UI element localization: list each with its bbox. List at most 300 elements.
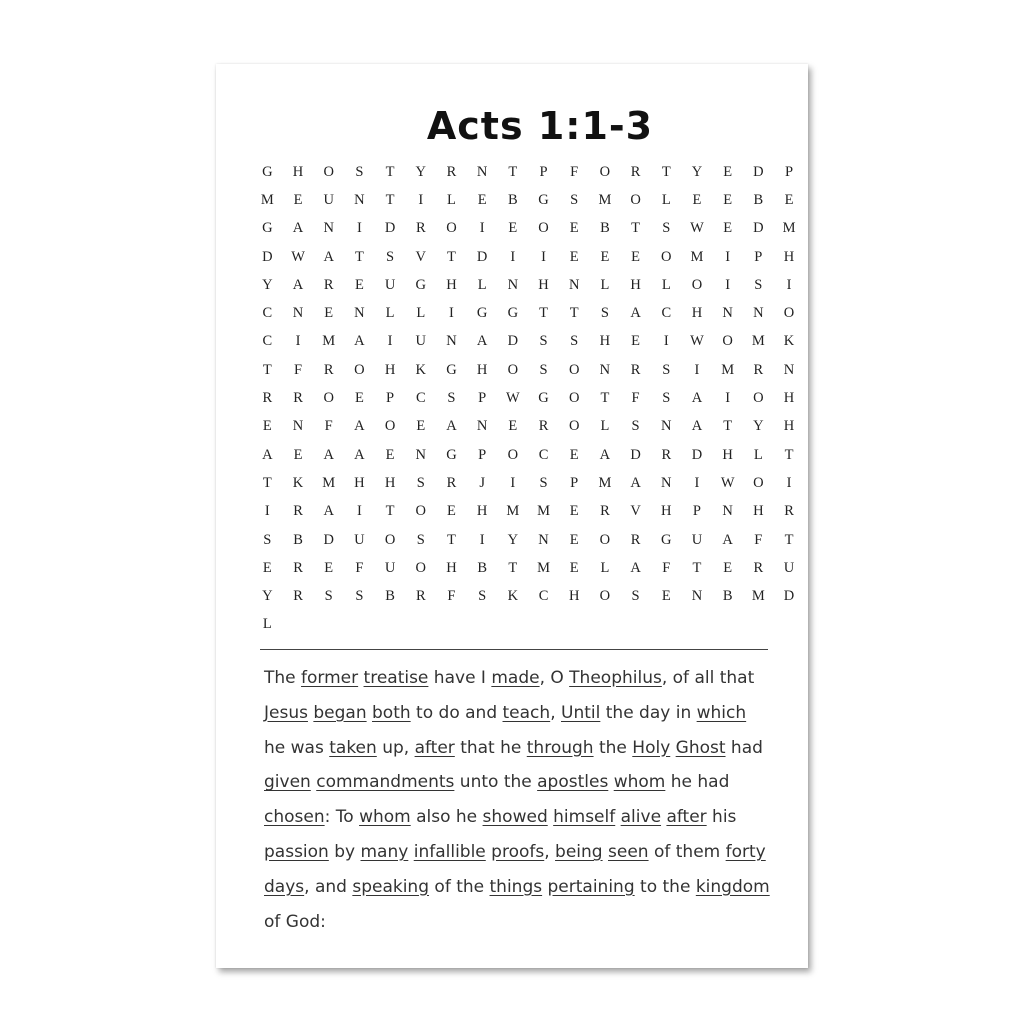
grid-letter: R — [600, 503, 610, 520]
grid-letter: A — [354, 418, 365, 435]
grid-letter: I — [418, 191, 424, 208]
grid-letter: D — [384, 220, 396, 237]
grid-letter: H — [691, 305, 703, 322]
grid-letter: D — [630, 446, 641, 463]
grid-letter: M — [751, 588, 765, 605]
grid-letter: S — [355, 163, 364, 180]
passage-text: unto the — [454, 772, 538, 793]
grid-letter: M — [537, 503, 550, 520]
passage-text: he had — [665, 772, 730, 793]
grid-letter: M — [721, 361, 735, 378]
grid-letter: M — [537, 559, 550, 576]
grid-letter: Y — [691, 163, 703, 180]
grid-letter: L — [477, 276, 487, 293]
grid-letter: O — [661, 248, 672, 265]
grid-letter: O — [384, 531, 396, 548]
hidden-word: after — [666, 807, 707, 828]
hidden-word: Until — [561, 702, 601, 723]
passage-line — [264, 800, 774, 835]
hidden-word: days — [264, 876, 305, 897]
grid-letter: T — [539, 305, 548, 322]
grid-letter: S — [631, 588, 640, 605]
grid-letter: B — [293, 531, 303, 548]
grid-letter: E — [723, 163, 733, 180]
grid-letter: A — [323, 446, 334, 463]
grid-letter: M — [598, 474, 612, 491]
grid-letter: H — [292, 163, 304, 180]
grid-letter: R — [293, 503, 303, 520]
grid-letter: L — [600, 418, 610, 435]
grid-letter: S — [570, 191, 579, 208]
grid-letter: O — [323, 163, 334, 180]
grid-letter: W — [690, 333, 704, 350]
grid-letter: R — [446, 163, 457, 180]
grid-letter: E — [262, 418, 272, 435]
grid-letter: I — [541, 248, 546, 265]
grid-letter: H — [476, 361, 488, 378]
passage-text: to do and — [410, 702, 503, 723]
grid-letter: R — [323, 276, 334, 293]
grid-letter: H — [384, 474, 396, 491]
grid-letter: A — [354, 333, 365, 350]
grid-letter: T — [692, 559, 702, 576]
grid-letter: S — [662, 361, 671, 378]
grid-letter: I — [356, 503, 362, 520]
grid-letter: A — [262, 446, 273, 463]
grid-letter: T — [723, 418, 733, 435]
grid-letter: W — [506, 390, 520, 407]
passage-line — [264, 835, 774, 870]
grid-letter: M — [322, 333, 336, 350]
grid-letter: N — [538, 531, 549, 548]
grid-letter: M — [690, 248, 704, 265]
passage-text: have I — [428, 668, 492, 688]
grid-letter: D — [323, 531, 334, 548]
grid-letter: N — [415, 446, 427, 463]
passage-line — [264, 696, 774, 731]
hidden-word: began — [313, 702, 367, 723]
grid-letter: H — [384, 361, 396, 378]
grid-letter: T — [354, 248, 364, 265]
grid-letter: H — [753, 503, 764, 520]
grid-letter: B — [722, 588, 733, 605]
grid-letter: I — [694, 474, 700, 491]
grid-letter: U — [354, 531, 365, 548]
hidden-word: himself — [553, 807, 616, 828]
grid-letter: A — [323, 248, 334, 265]
hidden-word: proofs — [491, 841, 545, 862]
grid-letter: I — [356, 220, 362, 237]
grid-letter: T — [661, 163, 671, 180]
passage-text: : To — [324, 807, 360, 828]
grid-letter: H — [354, 474, 365, 491]
passage-text: of God: — [264, 911, 326, 932]
grid-letter: K — [783, 333, 795, 350]
grid-letter: M — [751, 333, 765, 350]
grid-letter: L — [385, 305, 395, 322]
grid-letter: F — [293, 361, 303, 378]
grid-letter: H — [446, 559, 457, 576]
hidden-word: Holy — [632, 737, 671, 758]
grid-letter: O — [384, 418, 396, 435]
hidden-word: apostles — [537, 772, 609, 793]
worksheet-page — [216, 64, 808, 968]
grid-letter: N — [446, 333, 457, 350]
grid-letter: S — [662, 220, 671, 237]
grid-letter: F — [355, 559, 364, 576]
grid-letter: E — [661, 588, 671, 605]
grid-letter: T — [784, 531, 794, 548]
grid-letter: O — [415, 503, 427, 520]
grid-letter: G — [446, 446, 457, 463]
grid-letter: E — [477, 191, 487, 208]
grid-letter: G — [538, 390, 549, 407]
grid-letter: E — [569, 248, 579, 265]
grid-letter: R — [630, 163, 641, 180]
grid-letter: O — [538, 220, 549, 237]
grid-letter: N — [661, 474, 672, 491]
divider — [260, 649, 768, 650]
passage-text: to the — [634, 876, 696, 897]
grid-letter: G — [262, 163, 273, 180]
grid-letter: O — [753, 474, 764, 491]
hidden-word: many — [360, 841, 409, 862]
grid-letter: D — [753, 163, 764, 180]
grid-letter: O — [568, 390, 580, 407]
grid-letter: G — [661, 531, 672, 548]
grid-letter: H — [568, 588, 580, 605]
grid-letter: C — [262, 333, 273, 350]
grid-letter: O — [599, 588, 611, 605]
grid-letter: N — [292, 418, 304, 435]
passage-text: of the — [429, 876, 490, 897]
grid-letter: E — [569, 220, 579, 237]
grid-letter: H — [783, 390, 795, 407]
grid-letter: N — [292, 305, 304, 322]
grid-letter: H — [783, 248, 795, 265]
grid-letter: N — [722, 503, 733, 520]
grid-letter: T — [385, 163, 395, 180]
grid-letter: A — [292, 276, 304, 293]
grid-letter: S — [416, 474, 425, 491]
grid-letter: A — [599, 446, 611, 463]
hidden-word: whom — [359, 807, 411, 828]
passage-line — [264, 731, 774, 766]
grid-letter: D — [753, 220, 764, 237]
grid-letter: D — [262, 248, 273, 265]
passage-text: that he — [454, 737, 527, 758]
grid-letter: S — [539, 361, 548, 378]
grid-letter: P — [539, 163, 548, 180]
grid-letter: I — [725, 276, 731, 293]
grid-letter: H — [476, 503, 488, 520]
grid-letter: T — [508, 163, 518, 180]
passage-line — [264, 661, 774, 696]
grid-letter: R — [293, 390, 303, 407]
passage-text: up, — [376, 737, 415, 758]
grid-letter: T — [569, 305, 579, 322]
grid-letter: E — [569, 446, 579, 463]
grid-letter: N — [753, 305, 764, 322]
hidden-word: commandments — [316, 772, 455, 793]
grid-letter: R — [784, 503, 794, 520]
grid-letter: A — [722, 531, 733, 548]
grid-letter: O — [446, 220, 457, 237]
grid-letter: A — [354, 446, 365, 463]
grid-letter: L — [661, 276, 671, 293]
grid-letter: O — [599, 163, 611, 180]
grid-letter: T — [385, 191, 395, 208]
grid-letter: U — [384, 559, 396, 576]
hidden-word: which — [696, 702, 747, 723]
grid-letter: O — [753, 390, 764, 407]
grid-letter: O — [323, 390, 334, 407]
grid-letter: I — [725, 248, 731, 265]
grid-letter: C — [538, 588, 549, 605]
grid-letter: A — [446, 418, 457, 435]
grid-letter: I — [295, 333, 301, 350]
grid-letter: E — [385, 446, 395, 463]
hidden-word: forty — [725, 841, 766, 862]
hidden-word: teach — [502, 702, 551, 723]
grid-letter: Y — [262, 276, 273, 293]
grid-letter: A — [476, 333, 488, 350]
grid-letter: A — [630, 559, 641, 576]
grid-letter: M — [506, 503, 520, 520]
grid-letter: E — [508, 220, 518, 237]
passage-text: of them — [648, 841, 726, 862]
grid-letter: D — [783, 588, 795, 605]
passage-line — [264, 905, 774, 940]
hidden-word: speaking — [352, 876, 430, 897]
grid-letter: N — [691, 588, 703, 605]
scripture-passage — [264, 661, 774, 939]
grid-letter: I — [449, 305, 454, 322]
grid-letter: U — [691, 531, 703, 548]
grid-letter: H — [630, 276, 641, 293]
hidden-word: given — [264, 772, 311, 793]
grid-letter: B — [753, 191, 764, 208]
passage-line — [264, 870, 774, 905]
grid-letter: O — [783, 305, 795, 322]
grid-letter: K — [507, 588, 519, 605]
grid-letter: U — [323, 191, 334, 208]
grid-letter: F — [631, 390, 640, 407]
grid-letter: E — [354, 390, 364, 407]
hidden-word: seen — [608, 841, 649, 862]
grid-letter: F — [570, 163, 579, 180]
grid-letter: T — [447, 248, 456, 265]
grid-letter: L — [661, 191, 671, 208]
passage-text: , — [544, 841, 556, 862]
grid-letter: P — [478, 390, 487, 407]
grid-letter: E — [262, 559, 272, 576]
grid-letter: O — [722, 333, 733, 350]
grid-letter: S — [539, 333, 548, 350]
grid-letter: R — [538, 418, 549, 435]
grid-letter: I — [725, 390, 731, 407]
grid-letter: U — [415, 333, 427, 350]
grid-letter: G — [507, 305, 519, 322]
hidden-word: chosen — [264, 807, 325, 828]
hidden-word: made — [491, 668, 540, 688]
grid-letter: E — [508, 418, 518, 435]
hidden-word: being — [555, 841, 603, 862]
grid-letter: E — [354, 276, 364, 293]
hidden-word: through — [526, 737, 594, 758]
grid-letter: L — [600, 276, 610, 293]
grid-letter: V — [630, 503, 641, 520]
grid-letter: S — [754, 276, 763, 293]
grid-letter: P — [386, 390, 395, 407]
passage-text: , and — [304, 876, 353, 897]
grid-letter: O — [354, 361, 365, 378]
grid-letter: R — [293, 559, 303, 576]
grid-letter: H — [446, 276, 457, 293]
grid-letter: T — [262, 361, 272, 378]
grid-letter: L — [447, 191, 456, 208]
grid-letter: W — [690, 220, 704, 237]
hidden-word: treatise — [363, 668, 429, 688]
grid-letter: A — [323, 503, 334, 520]
grid-letter: A — [691, 390, 703, 407]
grid-letter: O — [415, 559, 427, 576]
grid-letter: I — [663, 333, 669, 350]
hidden-word: taken — [329, 737, 377, 758]
grid-letter: E — [569, 559, 579, 576]
grid-letter: V — [415, 248, 427, 265]
grid-letter: G — [262, 220, 273, 237]
grid-letter: L — [262, 616, 272, 633]
grid-letter: T — [784, 446, 794, 463]
grid-letter: Y — [507, 531, 519, 548]
passage-text: also he — [410, 807, 483, 828]
grid-letter: O — [568, 418, 580, 435]
grid-letter: O — [630, 191, 641, 208]
grid-letter: A — [630, 305, 641, 322]
grid-letter: H — [538, 276, 549, 293]
grid-letter: W — [291, 248, 305, 265]
grid-letter: O — [599, 531, 611, 548]
passage-line — [264, 765, 774, 800]
grid-letter: E — [447, 503, 456, 520]
grid-letter: Y — [262, 588, 273, 605]
grid-letter: E — [416, 418, 426, 435]
grid-letter: R — [293, 588, 303, 605]
grid-letter: E — [569, 503, 579, 520]
grid-letter: T — [385, 503, 395, 520]
grid-letter: U — [384, 276, 396, 293]
grid-letter: W — [720, 474, 735, 491]
page-title: Acts 1:1-3 — [426, 104, 654, 148]
grid-letter: G — [446, 361, 457, 378]
grid-letter: G — [476, 305, 488, 322]
grid-letter: I — [694, 361, 700, 378]
grid-letter: L — [600, 559, 610, 576]
grid-letter: E — [631, 333, 641, 350]
grid-letter: J — [479, 474, 485, 491]
grid-letter: R — [415, 588, 426, 605]
passage-text: his — [706, 807, 737, 828]
grid-letter: R — [630, 531, 641, 548]
grid-letter: I — [510, 248, 516, 265]
grid-letter: T — [262, 474, 272, 491]
grid-letter: N — [722, 305, 733, 322]
word-search-grid — [252, 158, 804, 639]
grid-letter: R — [661, 446, 672, 463]
grid-letter: N — [568, 276, 580, 293]
passage-text: the day in — [600, 702, 697, 723]
grid-letter: M — [260, 191, 274, 208]
grid-letter: D — [507, 333, 519, 350]
grid-letter: K — [415, 361, 427, 378]
grid-letter: O — [568, 361, 580, 378]
hidden-word: Jesus — [264, 702, 308, 723]
grid-letter: E — [600, 248, 610, 265]
grid-letter: N — [599, 361, 611, 378]
grid-letter: F — [754, 531, 763, 548]
grid-letter: E — [692, 191, 702, 208]
grid-letter: Y — [415, 163, 427, 180]
grid-letter: O — [691, 276, 703, 293]
grid-letter: H — [783, 418, 795, 435]
grid-letter: S — [386, 248, 395, 265]
hidden-word: both — [372, 702, 411, 723]
grid-letter: P — [570, 474, 579, 491]
grid-letter: T — [447, 531, 456, 548]
grid-letter: C — [538, 446, 549, 463]
grid-letter: H — [661, 503, 672, 520]
grid-letter: N — [476, 163, 488, 180]
grid-letter: A — [630, 474, 641, 491]
grid-letter: B — [477, 559, 487, 576]
grid-letter: E — [569, 531, 579, 548]
grid-letter: E — [723, 220, 733, 237]
passage-text: The — [264, 668, 296, 688]
grid-letter: A — [691, 418, 703, 435]
grid-letter: M — [782, 220, 796, 237]
grid-letter: S — [478, 588, 487, 605]
grid-letter: D — [691, 446, 703, 463]
grid-letter: S — [355, 588, 364, 605]
grid-letter: R — [753, 361, 764, 378]
grid-letter: P — [784, 163, 794, 180]
hidden-word: pertaining — [547, 876, 635, 897]
grid-letter: N — [354, 305, 365, 322]
grid-letter: H — [599, 333, 611, 350]
grid-letter: I — [510, 474, 516, 491]
grid-letter: N — [783, 361, 795, 378]
grid-letter: I — [479, 531, 485, 548]
grid-letter: O — [507, 446, 519, 463]
hidden-word: passion — [264, 841, 329, 862]
grid-letter: Y — [753, 418, 764, 435]
grid-letter: E — [784, 191, 794, 208]
grid-letter: B — [385, 588, 395, 605]
grid-letter: S — [324, 588, 333, 605]
hidden-word: things — [489, 876, 543, 897]
grid-letter: R — [262, 390, 273, 407]
grid-letter: R — [446, 474, 457, 491]
grid-letter: I — [786, 474, 792, 491]
hidden-word: Theophilus — [569, 668, 662, 688]
grid-letter: I — [264, 503, 270, 520]
hidden-word: after — [414, 737, 455, 758]
grid-letter: S — [447, 390, 456, 407]
grid-letter: I — [387, 333, 393, 350]
grid-letter: K — [292, 474, 304, 491]
grid-letter: T — [508, 559, 518, 576]
